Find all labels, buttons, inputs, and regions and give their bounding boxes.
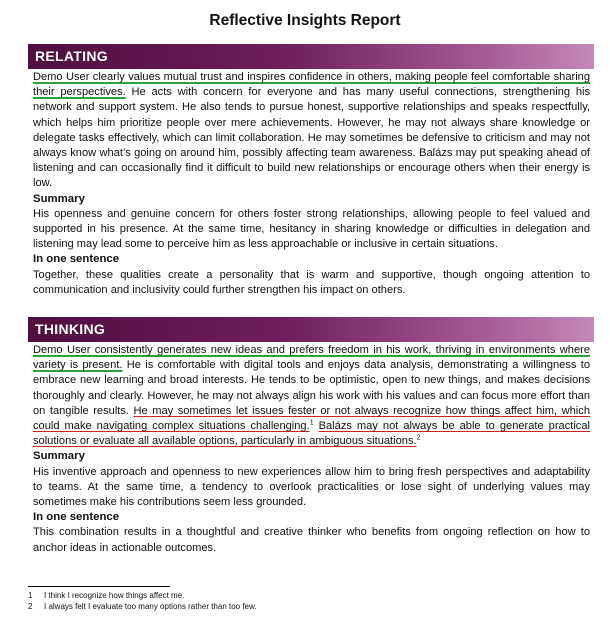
relating-heading: RELATING [35,48,108,64]
footnote-ref-1[interactable]: 1 [309,419,314,427]
relating-summary-text: His openness and genuine concern for others foster strong relationships, allowing people to feel valued and supported in his presence. At the same time, hesitancy in sharing knowledge or difficulties in delegation and listening may lead some to perceive him as less approachable or inclusive in certain situations. [33,207,590,251]
thinking-comment-2: Balázs may not always be able to generate practical solutions or evaluate all available options, particularly in ambiguous situations. [33,420,590,448]
thinking-heading: THINKING [35,321,106,337]
thinking-highlight: Demo User consistently generates new ideas and prefers freedom in his work, thriving in environments where variety is present. [33,344,590,372]
thinking-sentence-label: In one sentence [33,511,120,524]
report-title: Reflective Insights Report [209,12,401,29]
relating-sentence-label: In one sentence [33,253,120,266]
thinking-body: He is comfortable with digital tools and enjoys data analysis, demonstrating a willingness to embrace new learning and broad interests. He tends to be optimistic, open to new things, and makes decisions thoroughly and clearly. However, he may not always align his work with his values and can focus more effort than on tangible results. [33,359,591,417]
thinking-sentence-text: This combination results in a thoughtful and creative thinker who benefits from ongoing reflection on how to anchor ideas in actionable outcomes. [33,526,590,554]
relating-highlight: Demo User clearly values mutual trust and inspires confidence in others, making people feel comfortable sharing their perspectives. [33,71,590,99]
relating-summary-label: Summary [33,192,85,205]
footnote-2-text: I always felt I evaluate too many options rather than too few. [44,602,257,611]
footnote-1-number: 1 [28,591,33,600]
thinking-summary-label: Summary [33,450,85,463]
relating-paragraph [33,70,590,192]
footnote-2-number: 2 [28,602,33,611]
thinking-comment-1: He may sometimes let issues fester or not always recognize how things affect him, which could make navigating complex situations challenging. [33,404,590,433]
thinking-section-header [28,317,594,342]
relating-section [33,70,590,298]
footnote-1-text: I think I recognize how things affect me. [44,591,185,600]
thinking-summary-text: His inventive approach and openness to new experiences allow him to bring fresh perspectives and adaptability to teams. At the same time, a tendency to overlook practicalities or lose sight of underlying values may sometimes make his contributions seem less grounded. [33,465,590,509]
footnote-2 [28,602,257,612]
relating-section-header [28,44,594,69]
thinking-section [33,343,590,556]
footnote-divider [28,586,170,587]
relating-sentence-text: Together, these qualities create a personality that is warm and supportive, though ongoing attention to communication and inclusivity could further strengthen his impact on others. [33,268,590,296]
footnote-1 [28,591,184,601]
footnote-ref-2[interactable]: 2 [416,434,421,442]
relating-body: He acts with concern for everyone and has many useful connections, strengthening his network and support system. He also tends to pursue honest, supportive relationships and speaks respectfully, which helps him prioritize people over mere achievements. However, he may not always share knowledge or delegate tasks effectively, which can limit collaboration. He may sometimes be defensive to criticism and may not always know what’s going on around him, possibly affecting team awareness. Balázs may put speaking ahead of listening and can occasionally find it difficult to build new relationships or encourage others when their energy is low. [33,86,591,190]
thinking-paragraph [33,343,590,449]
